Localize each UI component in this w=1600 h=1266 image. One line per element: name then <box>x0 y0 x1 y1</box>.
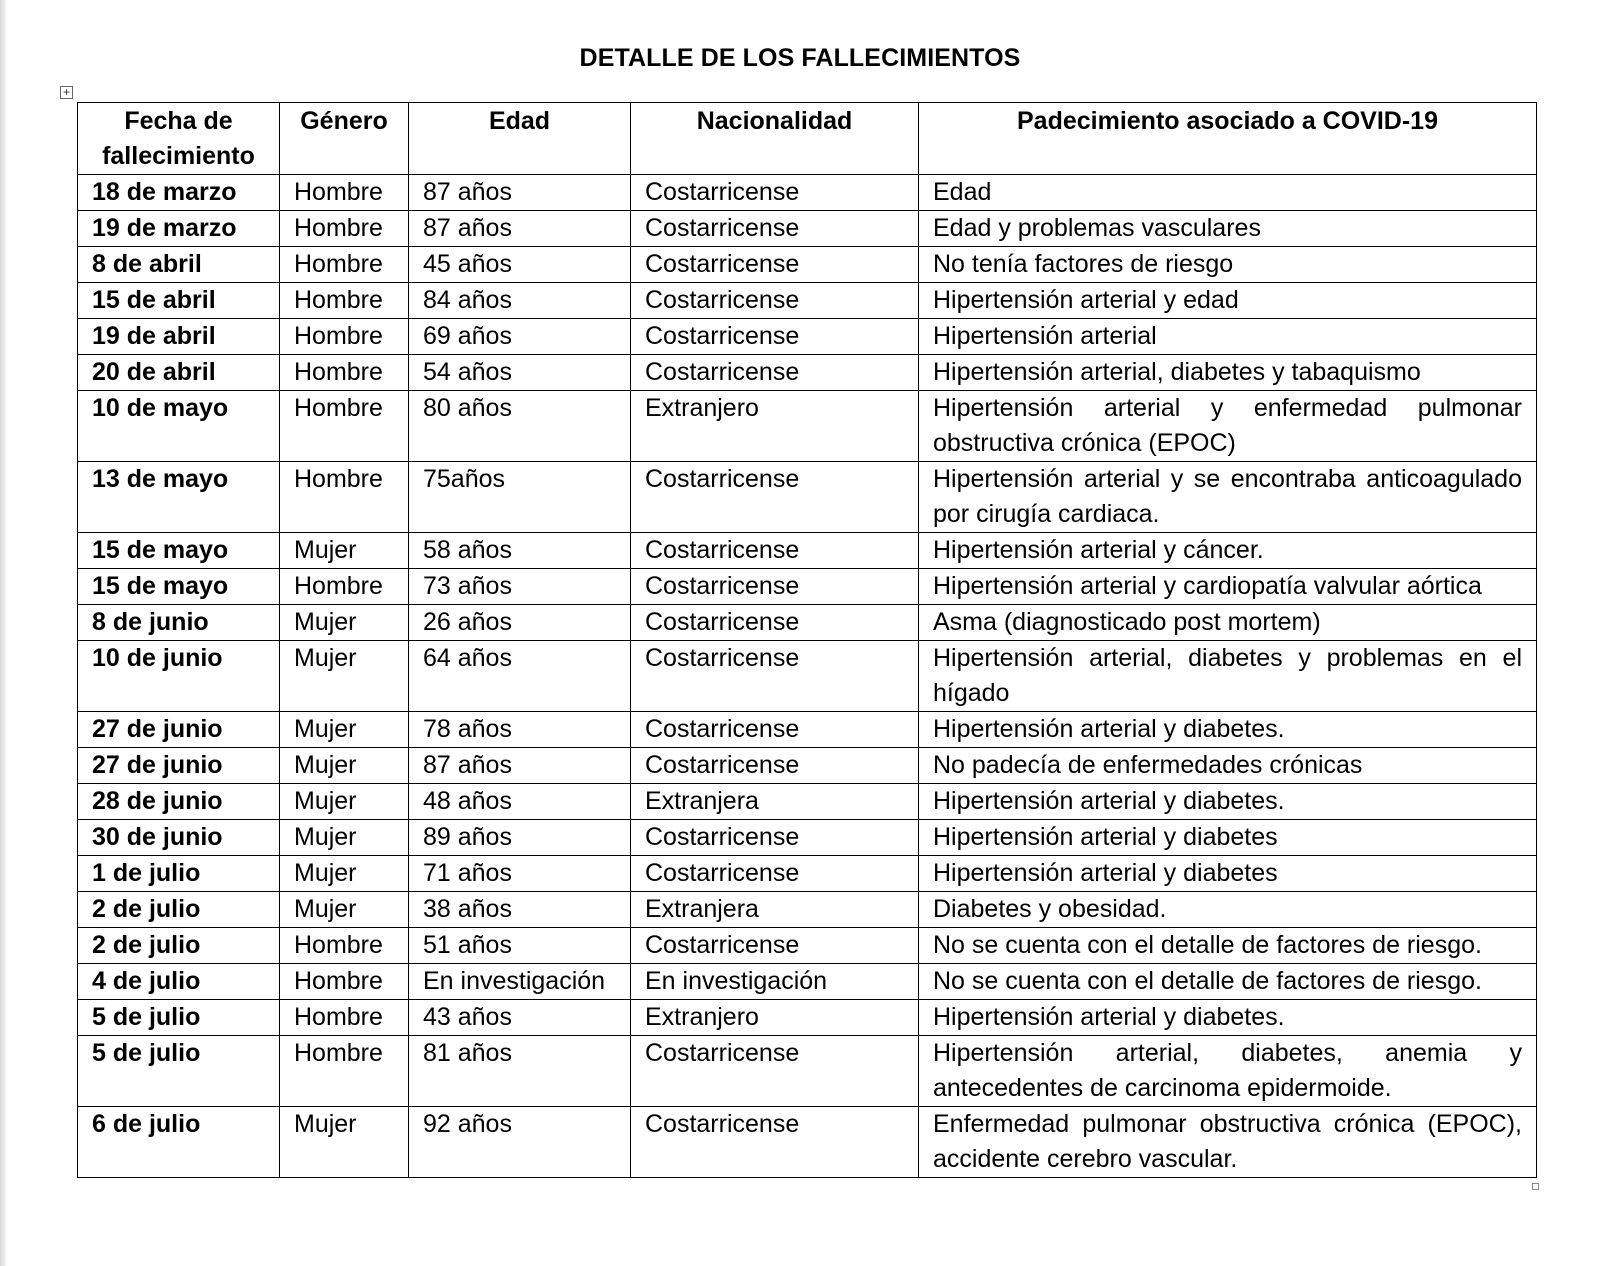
cell-nationality: Costarricense <box>631 319 919 355</box>
cell-condition: Hipertensión arterial y diabetes. <box>919 1000 1537 1036</box>
cell-nationality: Costarricense <box>631 748 919 784</box>
cell-condition: Diabetes y obesidad. <box>919 892 1537 928</box>
cell-gender: Hombre <box>280 928 409 964</box>
cell-gender: Mujer <box>280 856 409 892</box>
header-age: Edad <box>409 103 631 175</box>
cell-nationality: Costarricense <box>631 355 919 391</box>
table-move-handle-icon[interactable]: + <box>60 86 73 99</box>
cell-date: 27 de junio <box>78 712 280 748</box>
cell-age: 87 años <box>409 748 631 784</box>
table-row <box>78 175 1537 211</box>
cell-date: 6 de julio <box>78 1107 280 1178</box>
cell-gender: Hombre <box>280 964 409 1000</box>
cell-date: 5 de julio <box>78 1036 280 1107</box>
table-row <box>78 283 1537 319</box>
cell-age: 81 años <box>409 1036 631 1107</box>
table-row <box>78 605 1537 641</box>
cell-gender: Hombre <box>280 175 409 211</box>
cell-gender: Mujer <box>280 820 409 856</box>
table-row <box>78 748 1537 784</box>
cell-age: 71 años <box>409 856 631 892</box>
cell-gender: Hombre <box>280 1036 409 1107</box>
cell-condition: Hipertensión arterial y se encontraba anticoagulado por cirugía cardiaca. <box>919 462 1537 533</box>
header-condition: Padecimiento asociado a COVID-19 <box>919 103 1537 175</box>
cell-nationality: Costarricense <box>631 247 919 283</box>
table-row <box>78 964 1537 1000</box>
cell-condition: No se cuenta con el detalle de factores de riesgo. <box>919 928 1537 964</box>
cell-nationality: Costarricense <box>631 820 919 856</box>
cell-condition: Hipertensión arterial y cardiopatía valvular aórtica <box>919 569 1537 605</box>
cell-age: 38 años <box>409 892 631 928</box>
table-row <box>78 1036 1537 1107</box>
cell-nationality: Extranjero <box>631 391 919 462</box>
cell-condition: Hipertensión arterial y diabetes <box>919 856 1537 892</box>
cell-age: 26 años <box>409 605 631 641</box>
header-nationality: Nacionalidad <box>631 103 919 175</box>
cell-age: 87 años <box>409 175 631 211</box>
cell-date: 8 de junio <box>78 605 280 641</box>
cell-nationality: Costarricense <box>631 928 919 964</box>
cell-condition: No tenía factores de riesgo <box>919 247 1537 283</box>
deaths-table <box>77 102 1537 1178</box>
cell-date: 19 de marzo <box>78 211 280 247</box>
cell-condition: Hipertensión arterial, diabetes, anemia y antecedentes de carcinoma epidermoide. <box>919 1036 1537 1107</box>
cell-age: 80 años <box>409 391 631 462</box>
cell-age: 78 años <box>409 712 631 748</box>
cell-age: 64 años <box>409 641 631 712</box>
cell-nationality: Extranjera <box>631 892 919 928</box>
cell-date: 18 de marzo <box>78 175 280 211</box>
table-row <box>78 712 1537 748</box>
cell-nationality: Costarricense <box>631 283 919 319</box>
table-row <box>78 1107 1537 1178</box>
cell-condition: No se cuenta con el detalle de factores de riesgo. <box>919 964 1537 1000</box>
cell-date: 15 de mayo <box>78 533 280 569</box>
cell-nationality: Costarricense <box>631 605 919 641</box>
cell-gender: Mujer <box>280 784 409 820</box>
cell-condition: Edad <box>919 175 1537 211</box>
cell-gender: Hombre <box>280 319 409 355</box>
cell-date: 15 de mayo <box>78 569 280 605</box>
cell-date: 27 de junio <box>78 748 280 784</box>
cell-gender: Hombre <box>280 1000 409 1036</box>
cell-age: En investigación <box>409 964 631 1000</box>
header-date: Fecha de fallecimiento <box>78 103 280 175</box>
cell-age: 69 años <box>409 319 631 355</box>
header-gender: Género <box>280 103 409 175</box>
table-row <box>78 569 1537 605</box>
table-row <box>78 247 1537 283</box>
cell-age: 45 años <box>409 247 631 283</box>
cell-age: 87 años <box>409 211 631 247</box>
cell-date: 13 de mayo <box>78 462 280 533</box>
cell-date: 8 de abril <box>78 247 280 283</box>
cell-date: 2 de julio <box>78 928 280 964</box>
cell-age: 84 años <box>409 283 631 319</box>
cell-condition: Hipertensión arterial <box>919 319 1537 355</box>
table-row <box>78 533 1537 569</box>
cell-age: 54 años <box>409 355 631 391</box>
cell-date: 15 de abril <box>78 283 280 319</box>
cell-condition: Hipertensión arterial y cáncer. <box>919 533 1537 569</box>
cell-nationality: Extranjero <box>631 1000 919 1036</box>
cell-date: 2 de julio <box>78 892 280 928</box>
table-row <box>78 355 1537 391</box>
table-resize-handle[interactable] <box>1532 1183 1539 1190</box>
cell-gender: Hombre <box>280 247 409 283</box>
cell-age: 75años <box>409 462 631 533</box>
table-body <box>78 175 1537 1178</box>
cell-nationality: Costarricense <box>631 712 919 748</box>
cell-nationality: Costarricense <box>631 1107 919 1178</box>
table-row <box>78 784 1537 820</box>
table-row <box>78 641 1537 712</box>
cell-date: 1 de julio <box>78 856 280 892</box>
cell-condition: Hipertensión arterial, diabetes y problemas en el hígado <box>919 641 1537 712</box>
cell-date: 5 de julio <box>78 1000 280 1036</box>
cell-gender: Hombre <box>280 569 409 605</box>
cell-gender: Mujer <box>280 605 409 641</box>
cell-age: 43 años <box>409 1000 631 1036</box>
table-header-row <box>78 103 1537 175</box>
cell-gender: Hombre <box>280 462 409 533</box>
table-row <box>78 462 1537 533</box>
cell-condition: Hipertensión arterial y edad <box>919 283 1537 319</box>
cell-gender: Hombre <box>280 355 409 391</box>
cell-gender: Mujer <box>280 712 409 748</box>
cell-gender: Mujer <box>280 533 409 569</box>
cell-age: 89 años <box>409 820 631 856</box>
cell-date: 20 de abril <box>78 355 280 391</box>
cell-nationality: Costarricense <box>631 211 919 247</box>
cell-nationality: Costarricense <box>631 533 919 569</box>
cell-nationality: Costarricense <box>631 569 919 605</box>
cell-date: 28 de junio <box>78 784 280 820</box>
table-row <box>78 1000 1537 1036</box>
cell-date: 19 de abril <box>78 319 280 355</box>
cell-condition: Hipertensión arterial y enfermedad pulmonar obstructiva crónica (EPOC) <box>919 391 1537 462</box>
cell-nationality: En investigación <box>631 964 919 1000</box>
cell-condition: No padecía de enfermedades crónicas <box>919 748 1537 784</box>
cell-gender: Mujer <box>280 1107 409 1178</box>
cell-condition: Edad y problemas vasculares <box>919 211 1537 247</box>
table-row <box>78 820 1537 856</box>
cell-age: 73 años <box>409 569 631 605</box>
cell-age: 58 años <box>409 533 631 569</box>
cell-nationality: Costarricense <box>631 462 919 533</box>
page-title: DETALLE DE LOS FALLECIMIENTOS <box>579 44 1021 72</box>
cell-date: 30 de junio <box>78 820 280 856</box>
cell-date: 4 de julio <box>78 964 280 1000</box>
page-edge-shadow <box>0 0 6 1266</box>
cell-condition: Hipertensión arterial y diabetes. <box>919 712 1537 748</box>
cell-nationality: Extranjera <box>631 784 919 820</box>
cell-condition: Asma (diagnosticado post mortem) <box>919 605 1537 641</box>
cell-nationality: Costarricense <box>631 856 919 892</box>
cell-gender: Mujer <box>280 641 409 712</box>
cell-age: 92 años <box>409 1107 631 1178</box>
cell-gender: Hombre <box>280 283 409 319</box>
cell-nationality: Costarricense <box>631 1036 919 1107</box>
cell-date: 10 de junio <box>78 641 280 712</box>
cell-nationality: Costarricense <box>631 641 919 712</box>
cell-condition: Hipertensión arterial y diabetes <box>919 820 1537 856</box>
cell-gender: Hombre <box>280 211 409 247</box>
cell-gender: Mujer <box>280 892 409 928</box>
table-row <box>78 211 1537 247</box>
cell-nationality: Costarricense <box>631 175 919 211</box>
cell-gender: Hombre <box>280 391 409 462</box>
table-row <box>78 892 1537 928</box>
cell-condition: Hipertensión arterial y diabetes. <box>919 784 1537 820</box>
cell-date: 10 de mayo <box>78 391 280 462</box>
cell-age: 48 años <box>409 784 631 820</box>
cell-age: 51 años <box>409 928 631 964</box>
cell-condition: Hipertensión arterial, diabetes y tabaquismo <box>919 355 1537 391</box>
table-row <box>78 928 1537 964</box>
table-row <box>78 319 1537 355</box>
cell-gender: Mujer <box>280 748 409 784</box>
table-row <box>78 391 1537 462</box>
cell-condition: Enfermedad pulmonar obstructiva crónica (EPOC), accidente cerebro vascular. <box>919 1107 1537 1178</box>
table-row <box>78 856 1537 892</box>
